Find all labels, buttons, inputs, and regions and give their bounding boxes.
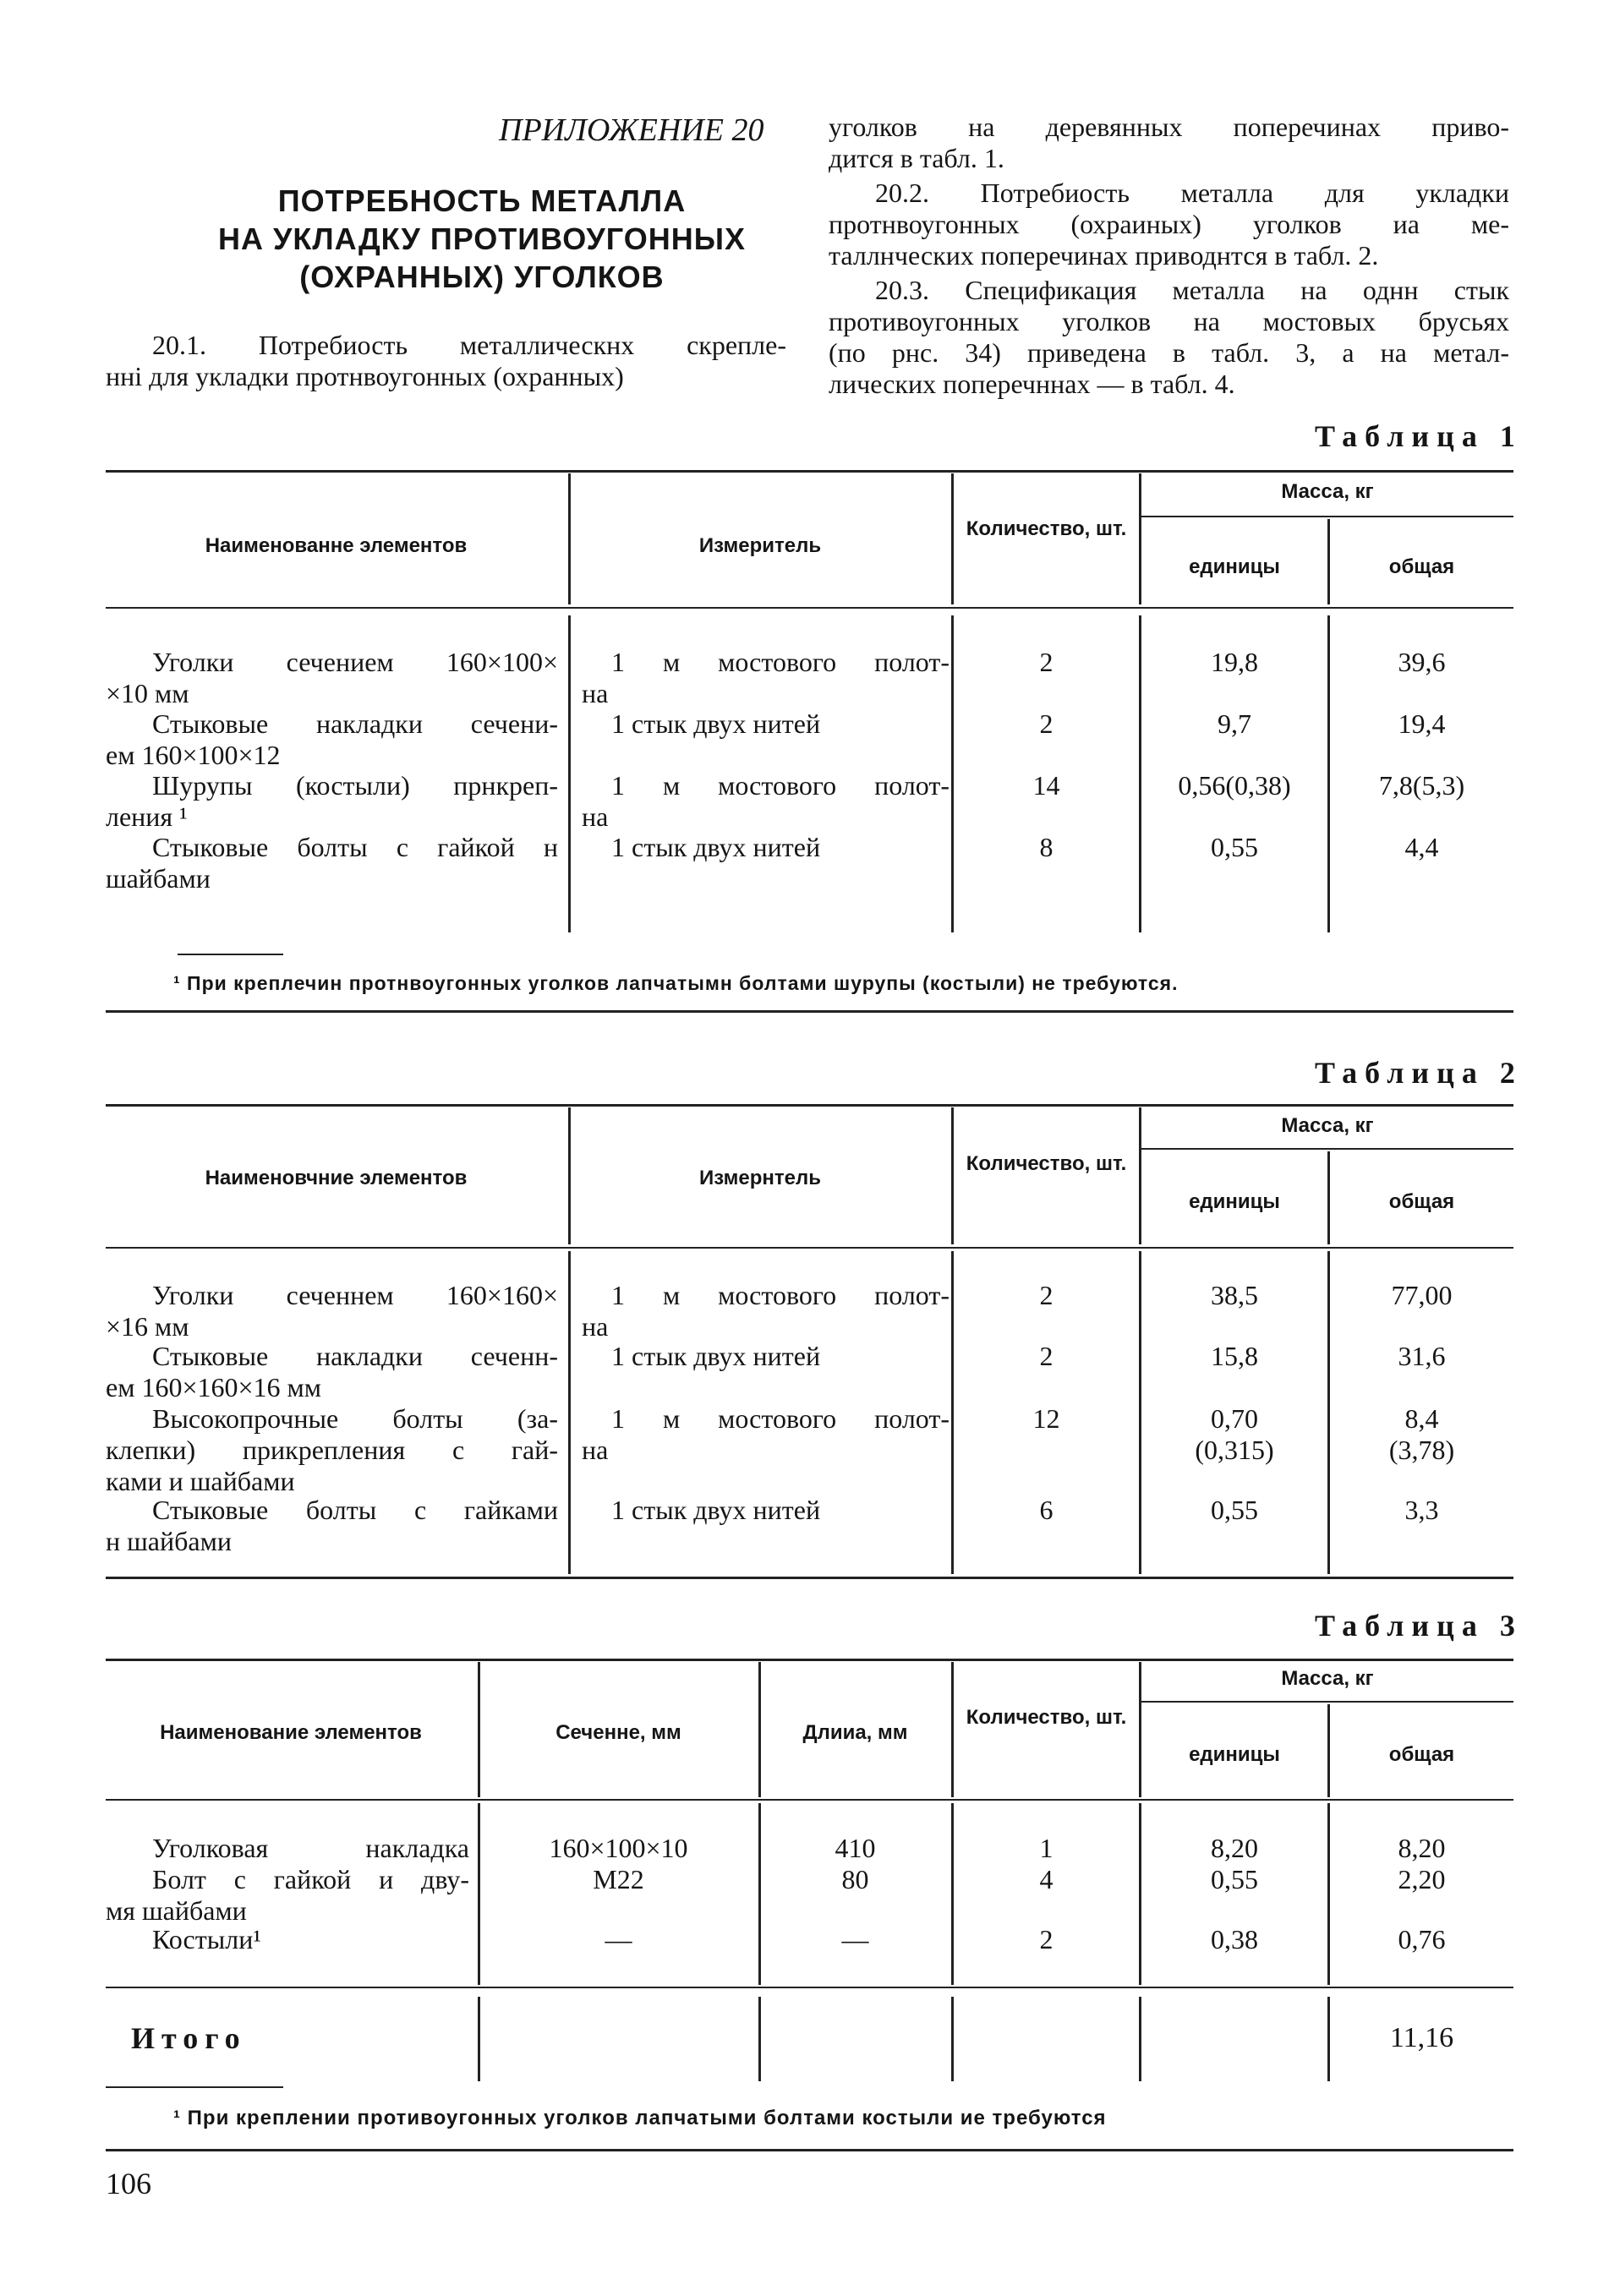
table3-row1-length: 410 [835,1833,876,1863]
table2-row2-name [106,1341,558,1403]
text-line: Уголки сечением 160×100× [152,647,558,677]
table2-header-rule [106,1247,1513,1249]
table3-header-qty: Количество, шт. [966,1706,1127,1729]
page-bottom-rule [106,2149,1513,2151]
text-line: Шурупы (костыли) прнкреп- [152,770,558,801]
table2-row3-unit-mass: 0,70 [1211,1403,1258,1434]
text-line: 1 стык двух нитей [611,708,821,739]
table3-header-rule [106,1799,1513,1801]
table3-top-rule [106,1659,1513,1661]
table2-row1-unit-mass: 38,5 [1211,1280,1258,1310]
table3-row2-total-mass: 2,20 [1398,1864,1446,1894]
text-line: 1 стык двух нитей [611,1495,821,1525]
text-line: (по рнс. 34) приведена в табл. 3, а на метал- [829,337,1509,368]
table3-vrule [758,1997,761,2081]
table1-row1-qty: 2 [1039,647,1053,677]
table2-row4-name [106,1495,558,1557]
table2-row3-unit-mass-alt: (0,315) [1195,1435,1274,1465]
text-line: 20.1. Потребиость металлическнх скрепле- [152,330,786,360]
text-line: клепки) прикрепления с гай- [106,1435,558,1465]
text-line: на [582,801,609,832]
text-line: уголков на деревянных поперечинах приво- [829,112,1509,142]
table3-row1-section: 160×100×10 [549,1833,688,1863]
table3-row3-name [106,1924,469,1955]
table3-row2-qty: 4 [1039,1864,1053,1894]
text-line: 20.3. Спецификация металла на однн стык [875,275,1509,305]
table1-row4-qty: 8 [1039,832,1053,862]
text-line: ления ¹ [106,801,188,832]
table3-footnote: ¹ При креплении противоугонных уголков лапчатыми болтами костыли ие требуются [173,2107,1107,2129]
paragraph-20-2 [829,178,1509,271]
text-line: Костыли¹ [152,1924,261,1954]
text-line: мя шайбами [106,1895,247,1926]
text-line: 1 стык двух нитей [611,832,821,862]
text-line: дится в табл. 1. [829,143,1004,173]
text-line: ем 160×160×16 мм [106,1372,322,1402]
table3-total-value: 11,16 [1389,2022,1454,2053]
text-line: ×16 мм [106,1311,189,1342]
text-line: Уголковая накладка [152,1833,469,1863]
table2-row2-total-mass: 31,6 [1398,1341,1446,1371]
text-line: 1 м мостового полот- [611,1403,949,1434]
table3-total-label: Итого [131,2021,247,2055]
title-line: ПОТРЕБНОСТЬ МЕТАЛЛА [277,183,687,218]
text-line: на [582,678,609,708]
text-line: Болт с гайкой и дву- [152,1864,469,1894]
table3-header-unit-mass: единицы [1189,1743,1280,1766]
table3-vrule [1139,1997,1141,2081]
table2-row2-unit-mass: 15,8 [1211,1341,1258,1371]
table3-row3-unit-mass: 0,38 [1211,1924,1258,1954]
table2-header-total-mass: общая [1388,1190,1455,1213]
table1-caption: Таблица 1 [1315,419,1523,453]
table2-header-unit-mass: единицы [1189,1190,1280,1213]
table3-row3-length: — [841,1924,869,1954]
table1-row3-unit [582,770,949,833]
table2-bottom-rule [106,1577,1513,1579]
text-line: протнвоугонных (охраиных) уголков иа ме- [829,209,1509,239]
page-number: 106 [106,2167,151,2200]
table3-vrule [478,1997,480,2081]
text-line: ем 160×100×12 [106,740,281,770]
table1-header-unit: Измеритель [698,534,822,557]
table1-row1-unit [582,647,949,709]
table1-header-rule [106,607,1513,609]
table3-header-total-mass: общая [1388,1743,1455,1766]
table1-row2-qty: 2 [1039,708,1053,739]
table1-row2-unit-mass: 9,7 [1218,708,1251,739]
text-line: 1 стык двух нитей [611,1341,821,1371]
text-line: ×10 мм [106,678,189,708]
title-line: НА УКЛАДКУ ПРОТИВОУГОННЫХ [218,221,746,256]
table3-header-section: Сеченне, мм [555,1721,681,1744]
table2-row2-unit [582,1341,949,1372]
table3-row2-unit-mass: 0,55 [1211,1864,1258,1894]
table2-header-mass: Масса, кг [1281,1114,1374,1137]
text-line: 1 м мостового полот- [611,1280,949,1310]
table3-row1-qty: 1 [1039,1833,1053,1863]
text-line: лических поперечннах — в табл. 4. [829,369,1235,399]
text-line: 1 м мостового полот- [611,770,949,801]
text-line: на [582,1435,609,1465]
table1-row3-total-mass: 7,8(5,3) [1378,770,1465,801]
text-line: 20.2. Потребиость металла для укладки [875,178,1509,208]
text-line: на [582,1311,609,1342]
table3-footnote-rule [106,2086,283,2088]
text-line: Уголки сеченнем 160×160× [152,1280,558,1310]
table2-header-name: Наименовчние элементов [205,1167,468,1189]
table3-row2-length: 80 [841,1864,869,1894]
text-line: противоугонных уголков на мостовых брусьях [829,306,1509,336]
table1-row4-name [106,832,558,894]
text-line: Высокопрочные болты (за- [152,1403,558,1434]
table1-header-mass: Масса, кг [1281,480,1374,503]
table1-header-total-mass: общая [1388,555,1455,578]
title-line: (ОХРАННЫХ) УГОЛКОВ [299,260,665,294]
table2-row3-name [106,1403,558,1497]
table1-footnote: ¹ При креплечин протнвоугонных уголков лапчатымн болтами шурупы (костыли) не требуются. [173,972,1179,994]
table3-caption: Таблица 3 [1315,1609,1523,1643]
table3-row1-name [106,1833,469,1864]
paragraph-20-1 [106,330,786,392]
table2-row1-qty: 2 [1039,1280,1053,1310]
table1-row3-unit-mass: 0,56(0,38) [1178,770,1291,801]
table1-row2-total-mass: 19,4 [1398,708,1446,739]
table1-vrule [951,473,954,604]
table2-row4-unit-mass: 0,55 [1211,1495,1258,1525]
table1-row3-name [106,770,558,833]
intro-right-column [829,112,1509,403]
table2-vrule [568,1251,571,1574]
table3-row3-total-mass: 0,76 [1398,1924,1446,1954]
table3-mass-rule [1141,1701,1513,1703]
table2-row3-total-mass-alt: (3,78) [1388,1435,1455,1465]
table1-vrule [568,615,571,932]
table1-header-unit-mass: единицы [1189,555,1280,578]
table2-header-unit: Измернтель [699,1167,821,1189]
table1-mass-rule [1141,516,1513,517]
table3-header-mass: Масса, кг [1281,1667,1374,1690]
text-line: Стыковые болты с гайками [152,1495,558,1525]
table2-row1-unit [582,1280,949,1342]
text-line: Стыковые накладки сеченн- [152,1341,558,1371]
table3-row3-section: — [605,1924,632,1954]
table3-vrule [951,1662,954,1797]
table2-row4-unit [582,1495,949,1526]
table1-row2-unit [582,708,949,740]
text-line: Стыковые болты с гайкой н [152,832,558,862]
table3-body-rule [106,1987,1513,1988]
table2-row1-total-mass: 77,00 [1391,1280,1453,1310]
text-line: шайбами [106,863,211,894]
intro-left-column [106,330,786,392]
table3-header-name: Наименование элементов [160,1721,422,1744]
text-line: нні для укладки протнвоугонных (охранных) [106,361,624,391]
text-line: Стыковые накладки сечени- [152,708,558,739]
table1-header-name: Наименованне элементов [205,534,468,557]
paragraph-20-3 [829,275,1509,400]
table1-row4-total-mass: 4,4 [1404,832,1439,862]
text-line: 1 м мостового полот- [611,647,949,677]
table2-mass-rule [1141,1148,1513,1150]
table2-row4-qty: 6 [1039,1495,1053,1525]
table2-vrule [951,1107,954,1244]
table1-row1-name [106,647,558,709]
table2-row3-qty: 12 [1032,1403,1060,1434]
table2-row3-unit [582,1403,949,1466]
table1-footnote-rule [178,954,283,955]
table1-row4-unit [582,832,949,863]
table2-top-rule [106,1104,1513,1107]
table3-row3-qty: 2 [1039,1924,1053,1954]
table3-row2-section: М22 [593,1864,644,1894]
table2-row3-total-mass: 8,4 [1404,1403,1439,1434]
paragraph-continuation [829,112,1509,174]
table2-row1-name [106,1280,558,1342]
table3-row2-name [106,1864,469,1927]
table1-row2-name [106,708,558,771]
page-title [144,182,820,296]
table1-row1-total-mass: 39,6 [1398,647,1446,677]
text-line: таллнческих поперечинах приводнтся в табл. 2. [829,240,1379,271]
table3-vrule [951,1997,954,2081]
table1-row3-qty: 14 [1032,770,1060,801]
text-line: ками и шайбами [106,1466,295,1496]
table1-bottom-rule [106,1010,1513,1013]
table2-vrule [951,1251,954,1574]
table1-row4-unit-mass: 0,55 [1211,832,1258,862]
table3-row1-total-mass: 8,20 [1398,1833,1446,1863]
table1-row1-unit-mass: 19,8 [1211,647,1258,677]
table3-row1-unit-mass: 8,20 [1211,1833,1258,1863]
table1-top-rule [106,470,1513,473]
text-line: н шайбами [106,1526,232,1556]
table3-vrule [951,1803,954,1985]
table2-row2-qty: 2 [1039,1341,1053,1371]
appendix-label: ПРИЛОЖЕНИЕ 20 [499,112,764,148]
table3-header-length: Длииа, мм [802,1721,908,1744]
table2-header-qty: Количество, шт. [966,1152,1127,1175]
table1-header-qty: Количество, шт. [966,517,1127,540]
table1-vrule [951,615,954,932]
table2-row4-total-mass: 3,3 [1404,1495,1439,1525]
table2-caption: Таблица 2 [1315,1056,1523,1090]
